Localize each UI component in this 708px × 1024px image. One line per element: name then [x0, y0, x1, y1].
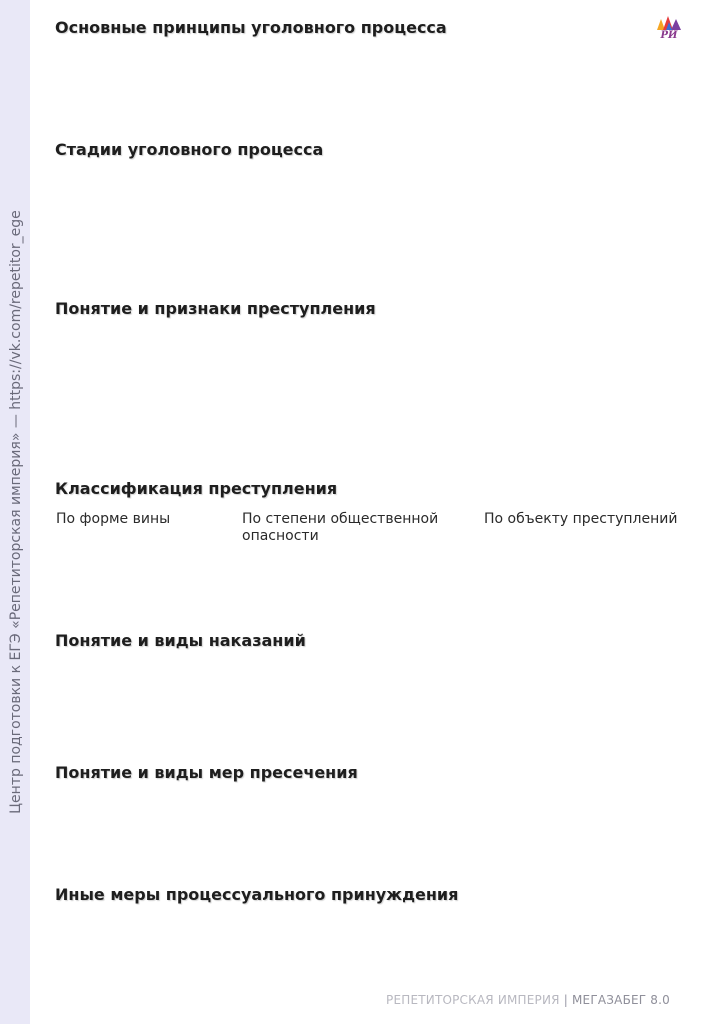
sidebar-caption: Центр подготовки к ЕГЭ «Репетиторская империя» — https://vk.com/repetitor_ege [8, 210, 24, 814]
heading-crime-concept: Понятие и признаки преступления [55, 299, 376, 318]
logo-text: РИ [660, 30, 678, 41]
classification-column-guilt-form: По форме вины [56, 511, 171, 527]
heading-stages: Стадии уголовного процесса [55, 140, 324, 159]
logo [655, 16, 683, 46]
footer [386, 993, 670, 1007]
heading-preventive-measures: Понятие и виды мер пресечения [55, 763, 358, 782]
footer-brand: РЕПЕТИТОРСКАЯ ИМПЕРИЯ [386, 993, 560, 1007]
heading-other-coercion: Иные меры процессуального принуждения [55, 885, 459, 904]
classification-column-danger-degree: По степени общественной опасности [242, 511, 439, 544]
classification-column-object: По объекту преступлений [484, 511, 678, 527]
footer-separator: | [563, 993, 568, 1007]
heading-crime-classification: Классификация преступления [55, 479, 338, 498]
footer-event: МЕГАЗАБЕГ 8.0 [572, 993, 670, 1007]
sidebar-strip [0, 0, 30, 1024]
heading-principles: Основные принципы уголовного процесса [55, 18, 447, 37]
heading-punishments: Понятие и виды наказаний [55, 631, 306, 650]
